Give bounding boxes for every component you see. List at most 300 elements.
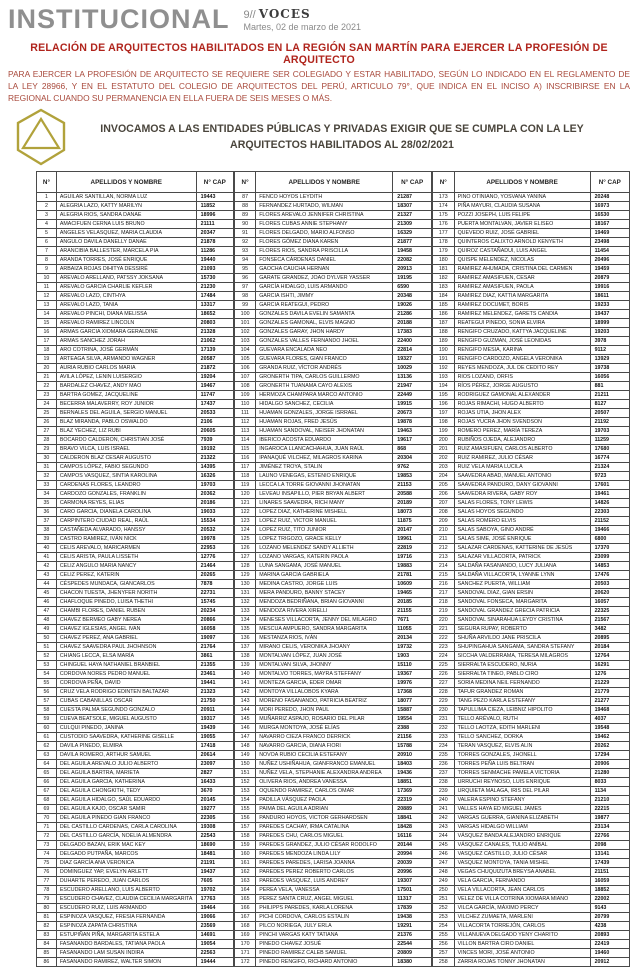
row-number: 238 [433, 778, 455, 787]
cap-number: 22449 [393, 391, 432, 400]
architect-name: VASQUEZ MONTOYA, TANIA MISHEL [454, 859, 590, 868]
architect-name: CUSTODIO SAAVEDRA, KATHERINE GISELLE [56, 733, 196, 742]
architect-name: MUÑARRIZ ASPAJO, ROSARIO DEL PILAR [256, 715, 393, 724]
row-number: 134 [235, 616, 256, 625]
cap-number: 9143 [590, 904, 629, 913]
cap-number: 11875 [393, 517, 432, 526]
cap-number: 19195 [393, 274, 432, 283]
cap-number: 3978 [590, 337, 629, 346]
cap-number: 2388 [393, 724, 432, 733]
architect-name: VÁSQUEZ CANALES, TULIO ANÍBAL [454, 841, 590, 850]
cap-number: 21156 [393, 733, 432, 742]
cap-number: 23099 [590, 553, 629, 562]
cap-number: 18690 [196, 841, 233, 850]
row-number: 94 [235, 256, 256, 265]
row-number: 148 [235, 742, 256, 751]
table-row [235, 760, 432, 769]
cap-number: 22082 [393, 256, 432, 265]
row-number: 64 [37, 760, 57, 769]
table-row [433, 661, 630, 670]
table-row [37, 571, 234, 580]
architect-name: AREVALO RAMIREZ LINCOLN [56, 319, 196, 328]
row-number: 205 [433, 481, 455, 490]
cap-number: 22814 [393, 346, 432, 355]
row-number: 153 [235, 787, 256, 796]
architect-name: RAMIREZ MELENDEZ, GARETS CANDIA [454, 310, 590, 319]
cap-number: 9112 [590, 346, 629, 355]
row-number: 41 [37, 553, 57, 562]
row-number: 204 [433, 472, 455, 481]
table-row [433, 256, 630, 265]
table-row [37, 256, 234, 265]
cap-number: 22766 [590, 832, 629, 841]
architect-name: RUIZ AMASIFUEN, CARLOS ALBERTO [454, 445, 590, 454]
cap-number: 21464 [196, 562, 233, 571]
architect-name: MESTANZA RIOS, IVÁN [256, 634, 393, 643]
architect-name: GRONERTH TIPA, CARLOS GUILLERMO [256, 373, 393, 382]
architect-name: VALERA ESPINO STEFANY [454, 796, 590, 805]
architect-name: GRANDA RUIZ, VÍCTOR ANDRÉS [256, 364, 393, 373]
cap-number: 7939 [196, 436, 233, 445]
row-number: 157 [235, 823, 256, 832]
table-row [37, 517, 234, 526]
row-number: 122 [235, 508, 256, 517]
table-row [433, 634, 630, 643]
cap-number: 16973 [590, 202, 629, 211]
architect-name: DELGADO PUTPAÑA, MARCOS [56, 850, 196, 859]
table-row [235, 652, 432, 661]
row-number: 188 [433, 328, 455, 337]
cap-number: 17139 [196, 346, 233, 355]
row-number: 102 [235, 328, 256, 337]
architect-name: GARATE GRANDEZ, JOAO DYLVER YASSER [256, 274, 393, 283]
cap-number: 16056 [590, 373, 629, 382]
table-row [433, 265, 630, 274]
architect-name: RAMIREZ AMASIFUEN, CESAR [454, 274, 590, 283]
architect-name: ARO COTRINA, JOSÉ GERMÁN [56, 346, 196, 355]
table-row [37, 463, 234, 472]
architect-name: ESCUDERO ARELLANO, LUIS ALBERTO [56, 886, 196, 895]
cap-number: 4238 [590, 922, 629, 931]
table-row [433, 346, 630, 355]
table-row [37, 193, 234, 202]
row-number: 14 [37, 310, 57, 319]
architect-name: SALAS SIME, JOSÉ ENRIQUE [454, 535, 590, 544]
call-band [8, 108, 630, 166]
row-number: 195 [433, 391, 455, 400]
architect-name: ESCUDERO CHAVEZ, CLAUDIA CECILIA MARGARITA [56, 895, 196, 904]
cap-number: 18307 [393, 202, 432, 211]
row-number: 216 [433, 580, 455, 589]
cap-number: 20184 [590, 643, 629, 652]
row-number: 237 [433, 769, 455, 778]
cap-number: 19466 [590, 526, 629, 535]
cap-number: 22563 [196, 949, 233, 958]
cap-number: 17368 [393, 688, 432, 697]
row-number: 244 [433, 832, 455, 841]
architects-table-2 [234, 171, 432, 967]
row-number: 145 [235, 715, 256, 724]
architect-name: AREVALO LAZO, TANIA [56, 301, 196, 310]
table-row [433, 904, 630, 913]
architect-name: CARDOZO GONZALES, FRANKLIN [56, 490, 196, 499]
table-row [433, 598, 630, 607]
architect-name: AVILA LÓPEZ, LENIN LUISERGIO [56, 373, 196, 382]
row-number: 191 [433, 355, 455, 364]
row-number: 56 [37, 688, 57, 697]
table-row [433, 814, 630, 823]
architect-name: FLORES DELGADO, MARIO ALFONSO [256, 229, 393, 238]
architect-name: GUEVARA ENCALADA NEO [256, 346, 393, 355]
cap-number: 22319 [393, 796, 432, 805]
architect-name: MARINA GARCIA GABRIELA [256, 571, 393, 580]
architect-name: CHAVEZ BERMEO GABY NEREA [56, 616, 196, 625]
architect-name: RUIZ VELA MARIA LUCILA [454, 463, 590, 472]
architect-name: LOZANO VARGAS, KATERIN PAOLA [256, 553, 393, 562]
table-row [37, 670, 234, 679]
table-row [235, 301, 432, 310]
architect-name: VILLON BARTRA CIRO DANIEL [454, 940, 590, 949]
architect-name: DEL AGUILA GARCIA, KATHERINA [56, 778, 196, 787]
cap-number: 16774 [590, 454, 629, 463]
cap-number: 13929 [590, 355, 629, 364]
row-number: 13 [37, 301, 57, 310]
table-row [433, 616, 630, 625]
cap-number: 17484 [196, 292, 233, 301]
architect-name: SALAS FLORES, TONY LEWIS [454, 499, 590, 508]
table-row [37, 922, 234, 931]
cap-number: 21211 [590, 391, 629, 400]
architect-name: NAVARRO CIEZA FRANCO DERRICK [256, 733, 393, 742]
table-row [235, 310, 432, 319]
row-number: 44 [37, 580, 57, 589]
table-row [433, 958, 630, 967]
table-row [37, 850, 234, 859]
cap-number: 19327 [393, 355, 432, 364]
header-name: APELLIDOS Y NOMBRE [256, 172, 393, 193]
table-row [235, 940, 432, 949]
row-number: 173 [433, 193, 455, 202]
table-row [235, 247, 432, 256]
cap-number: 20893 [590, 931, 629, 940]
row-number: 89 [235, 211, 256, 220]
table-row [433, 310, 630, 319]
row-number: 182 [433, 274, 455, 283]
cap-number: 20996 [393, 868, 432, 877]
row-number: 222 [433, 634, 455, 643]
architect-name: HERMOZA CHAMPARA MARCO ANTONIO [256, 391, 393, 400]
table-row [235, 643, 432, 652]
architect-name: SIERRALTA TINEO, PABLO CIRO [454, 670, 590, 679]
table-row [37, 598, 234, 607]
cap-number: 19916 [590, 283, 629, 292]
table-row [235, 886, 432, 895]
architect-name: DEL AGUILA PINEDO GIAN FRANCO [56, 814, 196, 823]
table-row [235, 733, 432, 742]
architect-name: HUAMAN GONZALES, JORGE ISRRAEL [256, 409, 393, 418]
table-row [37, 265, 234, 274]
architect-name: PANDURO HOYOS, VICTOR GERHARDSEN [256, 814, 393, 823]
cap-number: 20587 [196, 355, 233, 364]
architect-name: ZARRIA ROJAS TONNY JHONATAN [454, 958, 590, 967]
row-number: 239 [433, 787, 455, 796]
architect-name: SALAS ROMERO ELVIS [454, 517, 590, 526]
table-row [37, 292, 234, 301]
table-row [433, 508, 630, 517]
row-number: 101 [235, 319, 256, 328]
architect-name: TAPULLIMA CIEZA, LEIBNIZ HIPOLITO [454, 706, 590, 715]
table-row [37, 616, 234, 625]
table-row [433, 877, 630, 886]
row-number: 218 [433, 598, 455, 607]
row-number: 233 [433, 733, 455, 742]
cap-number: 20262 [590, 742, 629, 751]
table-row [235, 670, 432, 679]
row-number: 161 [235, 859, 256, 868]
cap-number: 4037 [590, 715, 629, 724]
table-row [433, 454, 630, 463]
row-number: 73 [37, 841, 57, 850]
table-row [37, 607, 234, 616]
cap-number: 19732 [393, 643, 432, 652]
architect-name: BOCARDO CALDERON, CHRISTIAN JOSÉ [56, 436, 196, 445]
row-number: 245 [433, 841, 455, 850]
architect-name: CHAVEZ SAAVEDRA PAUL JHOHNSON [56, 643, 196, 652]
cap-number: 21878 [196, 238, 233, 247]
cap-number: 22544 [393, 940, 432, 949]
architect-name: MURGA MONTOYA, JOSÉ ELÍAS [256, 724, 393, 733]
page-number: 9// [243, 9, 256, 21]
header-num: N° [235, 172, 256, 193]
cap-number: 21230 [196, 283, 233, 292]
architect-name: DUHARTE PEREDO, JUAN CARLOS [56, 877, 196, 886]
row-number: 90 [235, 220, 256, 229]
cap-number: 11286 [196, 247, 233, 256]
cap-number: 20866 [196, 616, 233, 625]
cap-number: 19308 [196, 823, 233, 832]
cap-number: 7878 [196, 580, 233, 589]
architect-name: CORDOVA NORES PEDRO MANUEL [56, 670, 196, 679]
cap-number: 1276 [590, 670, 629, 679]
architect-name: DEL AGUILA KAJO, OSCAR SAMIR [56, 805, 196, 814]
architect-name: CHAVEZ IGLESIAS, ANGEL IVAN [56, 625, 196, 634]
architect-name: SAAVEDRA PANDURO, DANY GIOVANNI [454, 481, 590, 490]
table-row [433, 337, 630, 346]
architect-name: ARMAS SANCHEZ JORAH [56, 337, 196, 346]
header-name: APELLIDOS Y NOMBRE [56, 172, 196, 193]
architect-name: CARMONA REYES, ELIAS [56, 499, 196, 508]
row-number: 9 [37, 265, 57, 274]
cap-number: 16530 [590, 211, 629, 220]
cap-number: 21192 [590, 418, 629, 427]
table-row [235, 778, 432, 787]
architect-name: CARO GARCIA, DIANELA CAROLINA [56, 508, 196, 517]
table-row [37, 751, 234, 760]
row-number: 194 [433, 382, 455, 391]
architect-name: ESCUDERO RUIZ, LUIS ARMANDO [56, 904, 196, 913]
table-row [37, 481, 234, 490]
cap-number: 18851 [393, 778, 432, 787]
row-number: 253 [433, 913, 455, 922]
row-number: 177 [433, 229, 455, 238]
table-row [433, 832, 630, 841]
cap-number: 7605 [196, 877, 233, 886]
architect-name: BLAZ MIRANDA, PABLO OSWALDO [56, 418, 196, 427]
architect-name: IBERICO ACOSTA EDUARDO [256, 436, 393, 445]
architect-name: RODRIGUEZ GAMONAL ALEXANDER [454, 391, 590, 400]
cap-number: 13317 [196, 301, 233, 310]
table-row [235, 427, 432, 436]
row-number: 52 [37, 652, 57, 661]
cap-number: 22543 [196, 832, 233, 841]
architect-name: VEGAS CHUQUIZUTA BREYSA ANABEL [454, 868, 590, 877]
cap-number: 21277 [590, 697, 629, 706]
cap-number: 13136 [393, 373, 432, 382]
table-row [37, 445, 234, 454]
row-number: 227 [433, 679, 455, 688]
cap-number: 20039 [393, 859, 432, 868]
cap-number: 1134 [590, 787, 629, 796]
cap-number: 20994 [393, 850, 432, 859]
table-row [433, 850, 630, 859]
cap-number: 17418 [196, 742, 233, 751]
row-number: 72 [37, 832, 57, 841]
cap-number: 19703 [590, 427, 629, 436]
architect-name: CHAVEZ PEREZ, ANA GABRIEL [56, 634, 196, 643]
table-row [235, 877, 432, 886]
row-number: 129 [235, 571, 256, 580]
cap-number: 21324 [590, 463, 629, 472]
table-row [235, 274, 432, 283]
cap-number: 19033 [196, 508, 233, 517]
cap-number: 6800 [590, 535, 629, 544]
cap-number: 21280 [590, 769, 629, 778]
architect-name: FASANANDO BARDALES, TATIANA PAOLA [56, 940, 196, 949]
row-number: 143 [235, 697, 256, 706]
row-number: 55 [37, 679, 57, 688]
cap-number: 18852 [590, 886, 629, 895]
header-name: APELLIDOS Y NOMBRE [454, 172, 590, 193]
cap-number: 21323 [196, 688, 233, 697]
cap-number: 22325 [590, 607, 629, 616]
table-row [235, 481, 432, 490]
table-row [433, 895, 630, 904]
table-row [37, 229, 234, 238]
cap-number: 21567 [590, 616, 629, 625]
row-number: 246 [433, 850, 455, 859]
architect-name: MONTEZA GARCIA, EDER OMAR [256, 679, 393, 688]
table-row [235, 688, 432, 697]
cap-number: 20188 [393, 319, 432, 328]
cap-number: 22419 [590, 940, 629, 949]
row-number: 211 [433, 535, 455, 544]
table-row [433, 886, 630, 895]
table-row [433, 202, 630, 211]
table-row [235, 400, 432, 409]
architect-name: FLORES RIOS, SANDRA PRISCILLA [256, 247, 393, 256]
table-row [433, 949, 630, 958]
table-header-row [433, 172, 630, 193]
row-number: 19 [37, 355, 57, 364]
cap-number: 19738 [590, 364, 629, 373]
row-number: 201 [433, 445, 455, 454]
cap-number: 20605 [196, 427, 233, 436]
row-number: 88 [235, 202, 256, 211]
table-row [433, 535, 630, 544]
cap-number: 21093 [196, 265, 233, 274]
table-row [37, 859, 234, 868]
table-row [433, 688, 630, 697]
architect-name: SALAZAR CARDENAS, KATTERINE DE JESÚS [454, 544, 590, 553]
table-row [433, 913, 630, 922]
table-row [235, 625, 432, 634]
cap-number: 3670 [196, 787, 233, 796]
row-number: 34 [37, 490, 57, 499]
table-row [37, 634, 234, 643]
row-number: 30 [37, 454, 57, 463]
cap-number: 17369 [393, 787, 432, 796]
table-row [235, 796, 432, 805]
row-number: 165 [235, 895, 256, 904]
architect-name: SANDOVAL GRANDEZ GRECIA PATRICIA [454, 607, 590, 616]
cap-number: 22305 [196, 814, 233, 823]
row-number: 110 [235, 400, 256, 409]
architect-name: SHUÑA ARVILDO JANE PRISCILA [454, 634, 590, 643]
table-row [37, 535, 234, 544]
architect-name: PAREDES MENDOZA LINDA LILY [256, 850, 393, 859]
architect-name: IPANAQUÉ VILCHEZ, MILAGROS KARINA [256, 454, 393, 463]
table-row [235, 535, 432, 544]
architect-name: MORENO FASANANDO, PATRICIA BEATRIZ [256, 697, 393, 706]
cap-number: 20913 [393, 265, 432, 274]
architect-name: ESTUPIÑAN PIÑA, MARGARITA ESTELA [56, 931, 196, 940]
row-number: 15 [37, 319, 57, 328]
table-row [433, 490, 630, 499]
table-row [235, 805, 432, 814]
row-number: 135 [235, 625, 256, 634]
row-number: 35 [37, 499, 57, 508]
architect-name: ARBAIZA ROJAS DIHITYA DESSIRÉ [56, 265, 196, 274]
architect-name: MORI PEREDO, JHON PAUL [256, 706, 393, 715]
row-number: 162 [235, 868, 256, 877]
cap-number: 20144 [393, 841, 432, 850]
cap-number: 18996 [196, 211, 233, 220]
row-number: 242 [433, 814, 455, 823]
table-row [433, 805, 630, 814]
architect-name: QUIROZ CASTAÑADUI, LUIS ANGEL [454, 247, 590, 256]
cap-number: 15534 [196, 517, 233, 526]
row-number: 38 [37, 526, 57, 535]
row-number: 46 [37, 598, 57, 607]
cap-number: 11317 [393, 895, 432, 904]
architect-name: RIOS LOZANO, ORFIS [454, 373, 590, 382]
row-number: 119 [235, 481, 256, 490]
logo-wrap [8, 108, 84, 166]
cap-number: 21781 [393, 571, 432, 580]
cap-number: 19436 [393, 769, 432, 778]
row-number: 121 [235, 499, 256, 508]
architect-name: CAMPOS VASQUEZ, SINTIA KAROLINA [56, 472, 196, 481]
cap-number: 19443 [196, 193, 233, 202]
table-row [433, 427, 630, 436]
cap-number: 20588 [393, 490, 432, 499]
architect-name: PAREDES CACHAY, IRMA CATALINA [256, 823, 393, 832]
architect-name: ANGULO DAVILA DANELLY DANAE [56, 238, 196, 247]
table-row [433, 859, 630, 868]
architect-name: ROJAS YUCRA JHON SVENDSON [454, 418, 590, 427]
cap-number: 19468 [590, 706, 629, 715]
cap-number: 20910 [393, 751, 432, 760]
